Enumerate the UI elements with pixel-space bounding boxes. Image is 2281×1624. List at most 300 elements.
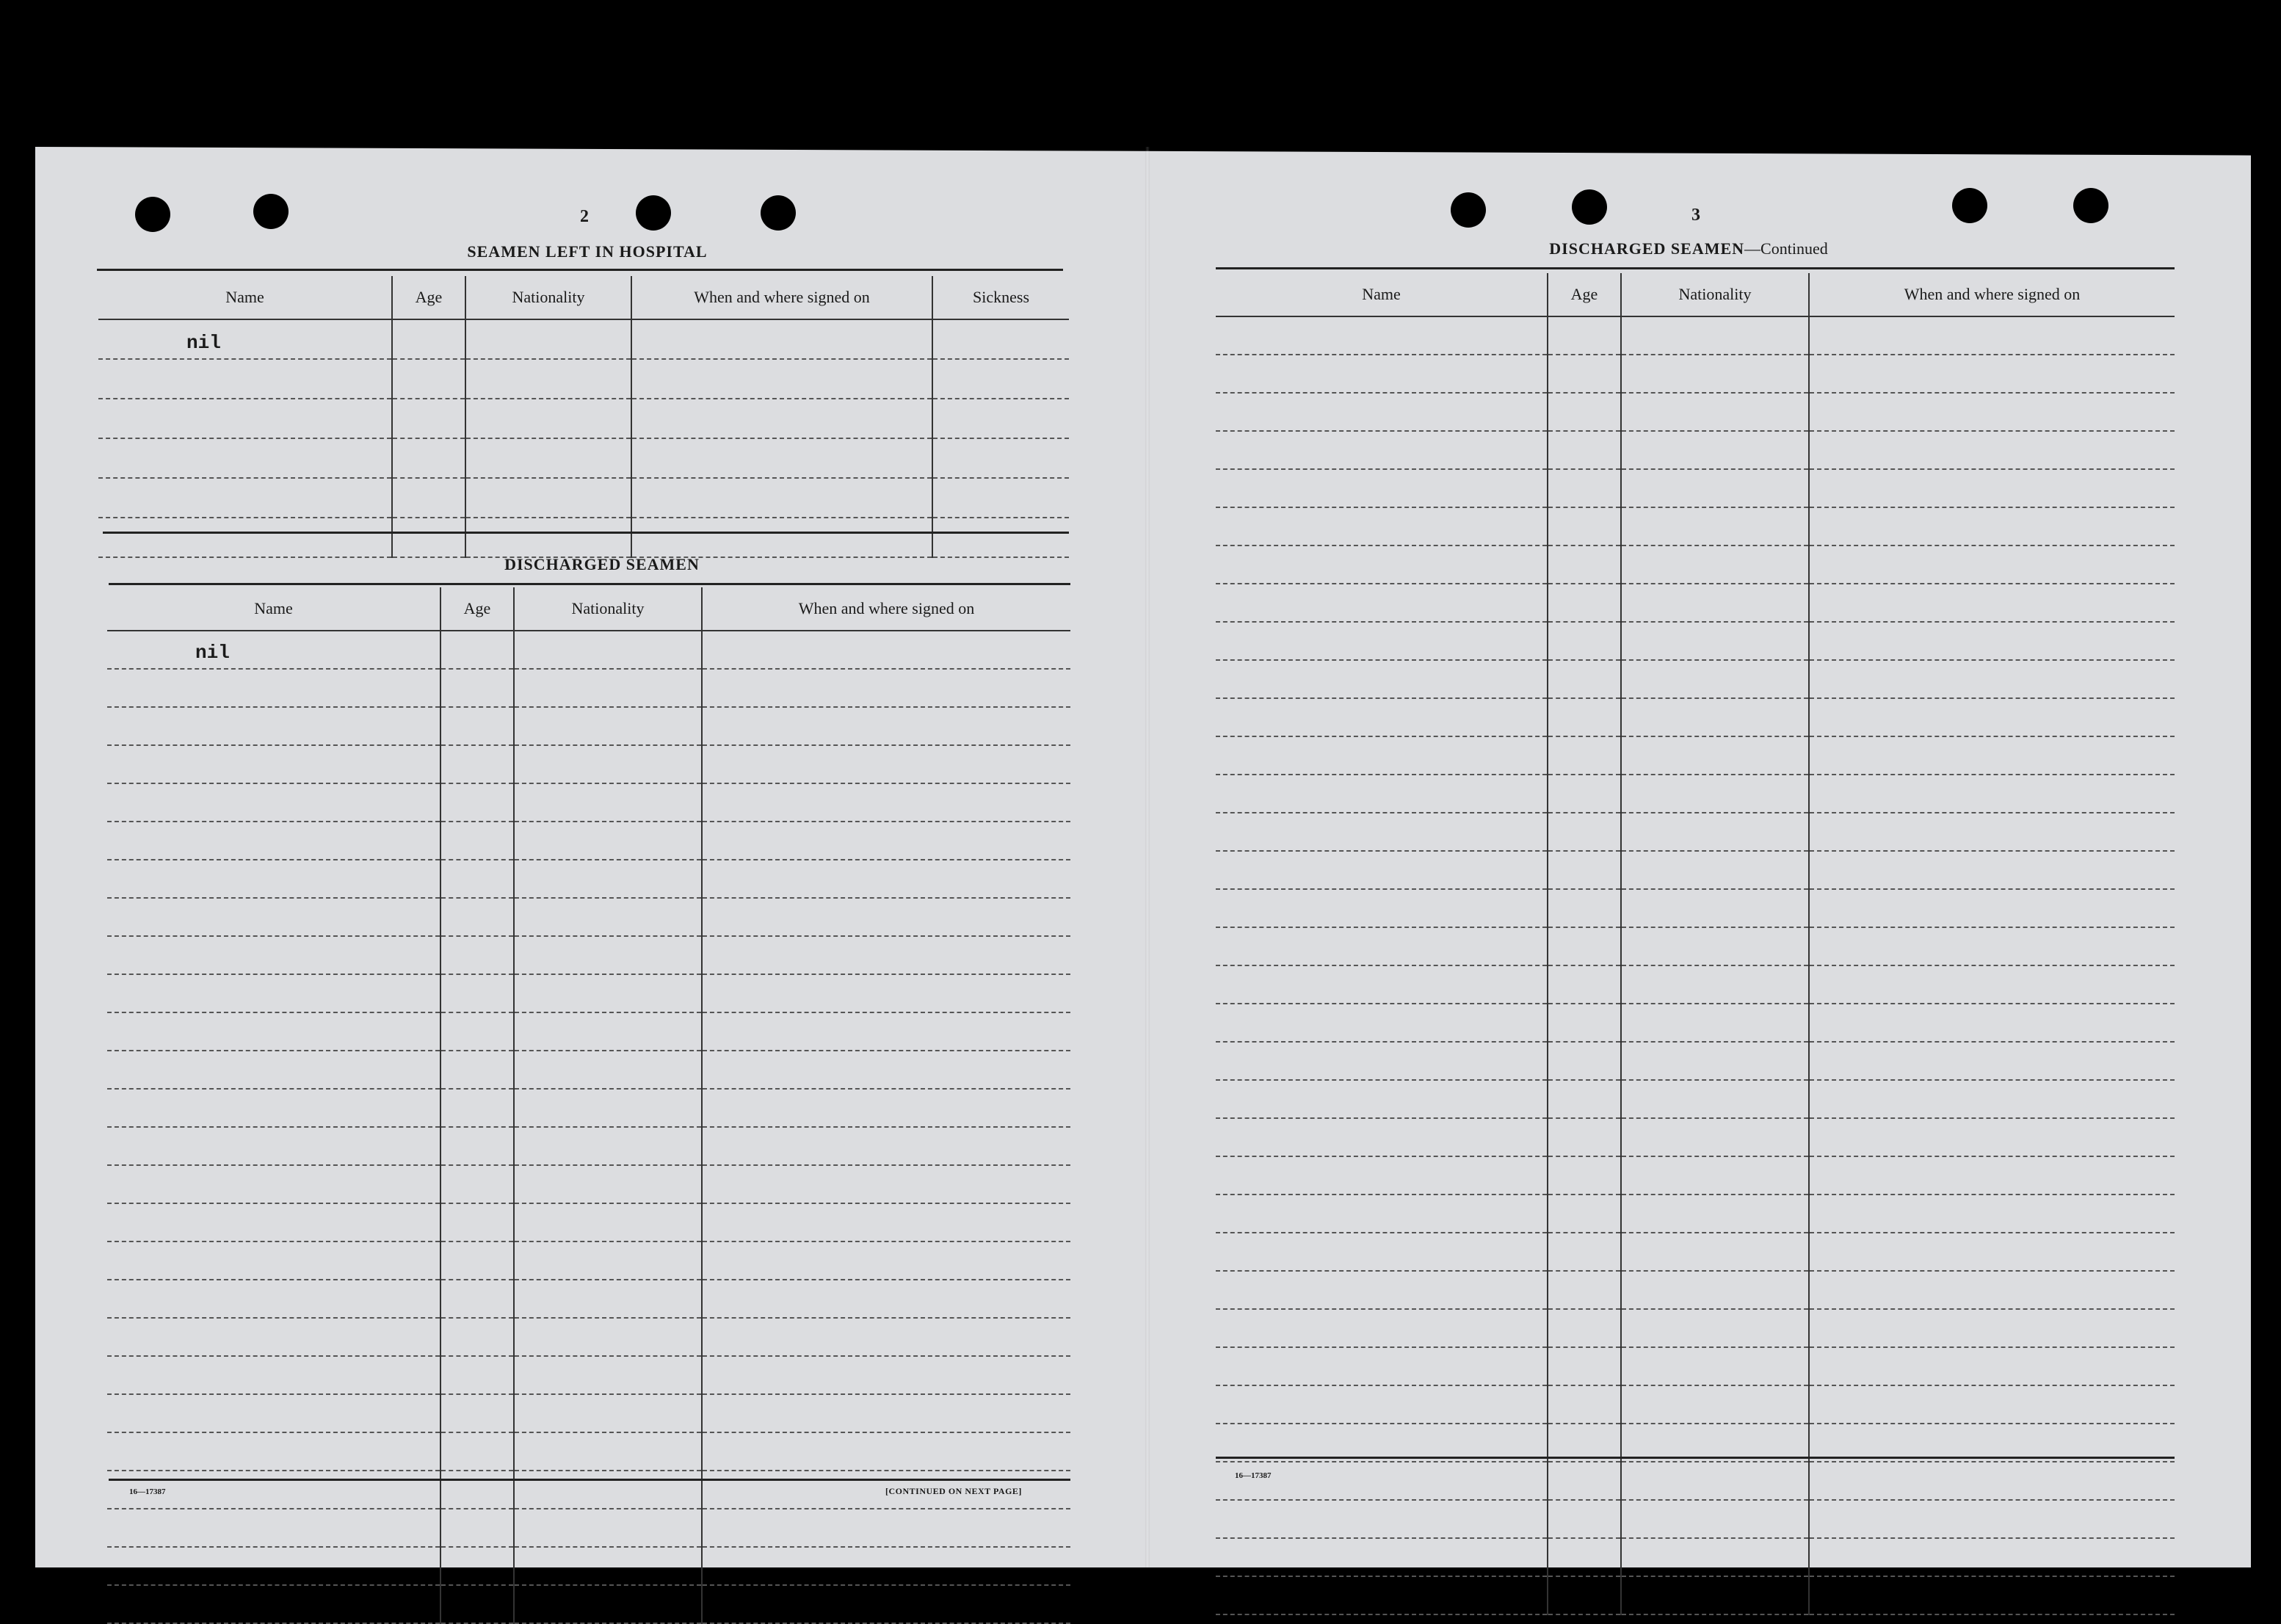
table-row bbox=[1216, 736, 2175, 775]
table-cell bbox=[392, 478, 465, 518]
table-cell bbox=[1809, 622, 2175, 660]
table-cell bbox=[1809, 431, 2175, 469]
table-cell bbox=[107, 1432, 440, 1471]
divider bbox=[1216, 267, 2175, 269]
table-cell bbox=[702, 631, 1070, 669]
table-cell bbox=[465, 399, 631, 438]
table-row bbox=[107, 1585, 1070, 1623]
table-cell bbox=[98, 478, 392, 518]
column-header-signed-on: When and where signed on bbox=[1809, 273, 2175, 316]
divider bbox=[103, 532, 1069, 534]
table-cell bbox=[1216, 1462, 1548, 1500]
table-cell bbox=[1621, 1156, 1809, 1195]
table-cell bbox=[440, 1127, 514, 1165]
table-cell bbox=[465, 319, 631, 359]
table-row bbox=[1216, 469, 2175, 507]
table-row bbox=[98, 319, 1069, 359]
table-row bbox=[98, 359, 1069, 399]
table-cell bbox=[1548, 507, 1621, 545]
table-cell bbox=[1621, 316, 1809, 355]
table-cell bbox=[702, 745, 1070, 783]
table-cell bbox=[514, 822, 702, 860]
table-row bbox=[98, 399, 1069, 438]
table-cell bbox=[514, 1051, 702, 1089]
table-cell bbox=[440, 1241, 514, 1280]
table-cell bbox=[392, 319, 465, 359]
table-row bbox=[1216, 1233, 2175, 1271]
table-header-row bbox=[107, 587, 1070, 631]
table-row bbox=[98, 438, 1069, 478]
table-cell bbox=[1621, 736, 1809, 775]
table-row bbox=[107, 1547, 1070, 1585]
table-cell bbox=[1621, 584, 1809, 622]
table-cell bbox=[107, 1127, 440, 1165]
table-row bbox=[1216, 813, 2175, 851]
table-cell bbox=[514, 745, 702, 783]
table-cell bbox=[702, 822, 1070, 860]
table-cell bbox=[1548, 736, 1621, 775]
column-header-nationality: Nationality bbox=[1621, 273, 1809, 316]
table-row bbox=[98, 518, 1069, 557]
table-cell bbox=[1216, 1500, 1548, 1538]
table-cell bbox=[1548, 1500, 1621, 1538]
table-cell bbox=[702, 669, 1070, 707]
table-cell bbox=[1809, 316, 2175, 355]
table-cell bbox=[514, 1471, 702, 1509]
table-row bbox=[107, 745, 1070, 783]
table-cell bbox=[702, 860, 1070, 898]
table-cell bbox=[1548, 965, 1621, 1004]
table-cell bbox=[1548, 851, 1621, 889]
table-cell bbox=[1621, 507, 1809, 545]
table-cell bbox=[702, 1585, 1070, 1623]
table-cell bbox=[1621, 1233, 1809, 1271]
table-cell bbox=[107, 745, 440, 783]
table-header-row bbox=[1216, 273, 2175, 316]
table-row bbox=[1216, 1271, 2175, 1309]
table-cell bbox=[440, 745, 514, 783]
table-row bbox=[1216, 1538, 2175, 1576]
table-cell bbox=[514, 898, 702, 936]
table-cell bbox=[1216, 1347, 1548, 1385]
table-cell bbox=[1621, 1576, 1809, 1614]
table-cell bbox=[1216, 1538, 1548, 1576]
table-cell bbox=[1548, 545, 1621, 584]
table-cell bbox=[1216, 1004, 1548, 1042]
table-cell bbox=[1548, 355, 1621, 393]
table-row bbox=[107, 631, 1070, 669]
table-cell bbox=[1621, 927, 1809, 965]
table-cell bbox=[702, 1127, 1070, 1165]
table-cell bbox=[514, 1509, 702, 1547]
table-row bbox=[1216, 1347, 2175, 1385]
table-cell bbox=[1809, 355, 2175, 393]
table-cell bbox=[1548, 431, 1621, 469]
table-cell bbox=[1621, 622, 1809, 660]
table-cell bbox=[1216, 393, 1548, 431]
table-row bbox=[1216, 1576, 2175, 1614]
table-cell bbox=[1621, 355, 1809, 393]
table-cell bbox=[1621, 1004, 1809, 1042]
table-cell bbox=[440, 974, 514, 1012]
punch-hole bbox=[1572, 189, 1607, 225]
table-cell bbox=[107, 1165, 440, 1203]
table-row bbox=[1216, 507, 2175, 545]
table-cell bbox=[440, 1547, 514, 1585]
table-cell bbox=[1548, 1385, 1621, 1424]
column-header-sickness: Sickness bbox=[932, 276, 1069, 319]
table-cell bbox=[107, 1012, 440, 1051]
divider bbox=[1216, 1457, 2175, 1459]
table-cell bbox=[440, 1203, 514, 1241]
table-row bbox=[1216, 1385, 2175, 1424]
table-cell bbox=[98, 359, 392, 399]
table-cell: nil bbox=[98, 319, 392, 359]
table-cell bbox=[98, 399, 392, 438]
table-row bbox=[1216, 1195, 2175, 1233]
table-cell bbox=[440, 1280, 514, 1318]
table-cell bbox=[1216, 1156, 1548, 1195]
column-header-age: Age bbox=[1548, 273, 1621, 316]
table-cell bbox=[702, 974, 1070, 1012]
table-cell bbox=[1216, 431, 1548, 469]
table-row bbox=[107, 1432, 1070, 1471]
table-cell bbox=[1809, 775, 2175, 813]
table-cell bbox=[1216, 851, 1548, 889]
table-cell bbox=[514, 936, 702, 974]
table-cell bbox=[1216, 469, 1548, 507]
table-cell bbox=[107, 1203, 440, 1241]
table-row bbox=[107, 783, 1070, 822]
table-row bbox=[1216, 660, 2175, 698]
table-row bbox=[107, 1127, 1070, 1165]
table-cell bbox=[514, 1394, 702, 1432]
page-number: 2 bbox=[580, 207, 589, 226]
punch-hole bbox=[135, 197, 170, 232]
table-row bbox=[107, 1089, 1070, 1127]
table-row bbox=[1216, 316, 2175, 355]
table-cell bbox=[107, 1356, 440, 1394]
table-cell bbox=[514, 1432, 702, 1471]
table-cell bbox=[1548, 622, 1621, 660]
table-cell bbox=[440, 631, 514, 669]
discharged-title-text: DISCHARGED SEAMEN bbox=[1549, 239, 1745, 258]
column-header-name: Name bbox=[1216, 273, 1548, 316]
table-cell bbox=[702, 1509, 1070, 1547]
table-cell bbox=[1216, 1271, 1548, 1309]
table-cell bbox=[1548, 1309, 1621, 1347]
table-row bbox=[1216, 545, 2175, 584]
table-cell bbox=[1809, 1118, 2175, 1156]
table-row bbox=[1216, 431, 2175, 469]
table-row bbox=[107, 898, 1070, 936]
table-cell bbox=[1621, 813, 1809, 851]
table-cell bbox=[514, 669, 702, 707]
table-row bbox=[1216, 851, 2175, 889]
table-cell bbox=[1216, 622, 1548, 660]
table-row bbox=[1216, 927, 2175, 965]
divider bbox=[109, 1479, 1070, 1481]
table-cell bbox=[1621, 393, 1809, 431]
form-code: 16—17387 bbox=[1235, 1471, 1272, 1480]
table-cell bbox=[1809, 1195, 2175, 1233]
table-cell bbox=[514, 1318, 702, 1356]
page-fold bbox=[1145, 147, 1150, 1567]
table-cell bbox=[1621, 965, 1809, 1004]
table-cell bbox=[1216, 775, 1548, 813]
table-cell bbox=[1548, 889, 1621, 927]
table-cell bbox=[440, 783, 514, 822]
table-cell bbox=[1621, 1080, 1809, 1118]
continued-note: [CONTINUED ON NEXT PAGE] bbox=[885, 1486, 1022, 1496]
table-cell bbox=[1216, 965, 1548, 1004]
table-row bbox=[107, 860, 1070, 898]
table-cell bbox=[1809, 1576, 2175, 1614]
table-cell bbox=[107, 1547, 440, 1585]
table-row bbox=[107, 1012, 1070, 1051]
table-cell bbox=[702, 1012, 1070, 1051]
table-cell bbox=[107, 669, 440, 707]
column-header-name: Name bbox=[98, 276, 392, 319]
table-row bbox=[1216, 1042, 2175, 1080]
table-cell bbox=[1621, 660, 1809, 698]
table-cell bbox=[1809, 1538, 2175, 1576]
table-row bbox=[107, 1394, 1070, 1432]
table-row bbox=[107, 936, 1070, 974]
table-cell bbox=[1548, 1462, 1621, 1500]
table-row bbox=[107, 1165, 1070, 1203]
table-cell bbox=[702, 898, 1070, 936]
table-cell bbox=[1809, 927, 2175, 965]
table-cell bbox=[1548, 775, 1621, 813]
hospital-section-title: SEAMEN LEFT IN HOSPITAL bbox=[467, 242, 708, 261]
table-cell bbox=[1216, 660, 1548, 698]
table-cell bbox=[440, 822, 514, 860]
table-row bbox=[1216, 355, 2175, 393]
table-cell bbox=[392, 399, 465, 438]
table-cell bbox=[1621, 469, 1809, 507]
table-cell bbox=[465, 518, 631, 557]
table-row bbox=[1216, 889, 2175, 927]
table-cell bbox=[1809, 698, 2175, 736]
column-header-signed-on: When and where signed on bbox=[631, 276, 932, 319]
table-cell bbox=[1216, 1118, 1548, 1156]
table-cell bbox=[440, 1432, 514, 1471]
table-cell bbox=[1548, 1156, 1621, 1195]
table-cell bbox=[1216, 889, 1548, 927]
table-cell bbox=[702, 1165, 1070, 1203]
table-row bbox=[107, 1318, 1070, 1356]
table-cell bbox=[107, 1051, 440, 1089]
table-cell bbox=[1548, 584, 1621, 622]
table-cell bbox=[514, 1127, 702, 1165]
table-cell bbox=[1809, 1042, 2175, 1080]
table-cell bbox=[631, 319, 932, 359]
table-cell bbox=[1548, 698, 1621, 736]
table-cell bbox=[107, 783, 440, 822]
table-cell bbox=[1548, 1233, 1621, 1271]
table-cell bbox=[702, 1241, 1070, 1280]
table-cell bbox=[392, 438, 465, 478]
table-cell bbox=[1621, 851, 1809, 889]
table-cell bbox=[514, 860, 702, 898]
table-cell bbox=[932, 359, 1069, 399]
table-cell bbox=[107, 1585, 440, 1623]
table-row bbox=[1216, 1156, 2175, 1195]
table-cell bbox=[440, 1394, 514, 1432]
table-cell bbox=[514, 631, 702, 669]
table-cell bbox=[1621, 1347, 1809, 1385]
table-cell bbox=[932, 478, 1069, 518]
table-cell bbox=[702, 936, 1070, 974]
table-row bbox=[1216, 393, 2175, 431]
table-cell: nil bbox=[107, 631, 440, 669]
table-cell bbox=[1216, 355, 1548, 393]
table-cell bbox=[932, 518, 1069, 557]
column-header-name: Name bbox=[107, 587, 440, 631]
table-cell bbox=[1216, 1195, 1548, 1233]
table-cell bbox=[514, 707, 702, 745]
table-cell bbox=[1548, 1080, 1621, 1118]
table-row bbox=[1216, 1080, 2175, 1118]
table-cell bbox=[1216, 545, 1548, 584]
hospital-table bbox=[98, 276, 1069, 558]
table-cell bbox=[1621, 1462, 1809, 1500]
discharged-section-title: DISCHARGED SEAMEN bbox=[504, 555, 700, 573]
table-header-row bbox=[98, 276, 1069, 319]
table-row bbox=[1216, 965, 2175, 1004]
table-cell bbox=[440, 1318, 514, 1356]
table-cell bbox=[440, 1051, 514, 1089]
table-cell bbox=[702, 1547, 1070, 1585]
table-cell bbox=[440, 898, 514, 936]
table-cell bbox=[440, 1089, 514, 1127]
table-row bbox=[1216, 584, 2175, 622]
table-cell bbox=[1621, 1271, 1809, 1309]
table-cell bbox=[465, 359, 631, 399]
table-cell bbox=[514, 1203, 702, 1241]
table-cell bbox=[702, 1432, 1070, 1471]
table-cell bbox=[514, 1241, 702, 1280]
table-cell bbox=[1809, 965, 2175, 1004]
discharged-continued-title bbox=[1534, 239, 1843, 258]
table-row bbox=[107, 1051, 1070, 1089]
table-cell bbox=[1809, 1271, 2175, 1309]
table-cell bbox=[107, 860, 440, 898]
table-row bbox=[107, 1356, 1070, 1394]
table-cell bbox=[1548, 813, 1621, 851]
table-cell bbox=[1548, 1538, 1621, 1576]
table-cell bbox=[1809, 1462, 2175, 1500]
table-cell bbox=[1621, 775, 1809, 813]
table-cell bbox=[1548, 469, 1621, 507]
table-cell bbox=[1548, 316, 1621, 355]
table-cell bbox=[440, 707, 514, 745]
table-cell bbox=[1548, 1118, 1621, 1156]
table-cell bbox=[1216, 1385, 1548, 1424]
table-row bbox=[1216, 1462, 2175, 1500]
table-cell bbox=[1809, 584, 2175, 622]
table-cell bbox=[465, 478, 631, 518]
table-cell bbox=[1216, 1309, 1548, 1347]
table-cell bbox=[1548, 1271, 1621, 1309]
table-cell bbox=[1809, 1004, 2175, 1042]
table-cell bbox=[1621, 1538, 1809, 1576]
table-cell bbox=[1216, 1042, 1548, 1080]
table-cell bbox=[1548, 1195, 1621, 1233]
table-cell bbox=[702, 1203, 1070, 1241]
table-row bbox=[107, 974, 1070, 1012]
table-cell bbox=[440, 1471, 514, 1509]
table-cell bbox=[392, 518, 465, 557]
table-row bbox=[98, 478, 1069, 518]
table-cell bbox=[514, 1012, 702, 1051]
form-code: 16—17387 bbox=[129, 1487, 166, 1496]
table-cell bbox=[107, 1089, 440, 1127]
table-cell bbox=[1216, 1080, 1548, 1118]
table-cell bbox=[932, 319, 1069, 359]
table-cell bbox=[514, 1280, 702, 1318]
table-row bbox=[1216, 698, 2175, 736]
discharged-table bbox=[107, 587, 1070, 1624]
table-cell bbox=[440, 669, 514, 707]
table-row bbox=[1216, 1500, 2175, 1538]
table-cell bbox=[631, 518, 932, 557]
table-cell bbox=[1621, 1195, 1809, 1233]
table-cell bbox=[440, 860, 514, 898]
table-cell bbox=[1621, 698, 1809, 736]
discharged-continued-table bbox=[1216, 273, 2175, 1615]
table-cell bbox=[440, 1585, 514, 1623]
table-cell bbox=[1809, 736, 2175, 775]
table-cell bbox=[1809, 545, 2175, 584]
table-cell bbox=[107, 1241, 440, 1280]
punch-hole bbox=[253, 194, 289, 229]
table-cell bbox=[1548, 1042, 1621, 1080]
table-row bbox=[107, 1509, 1070, 1547]
table-cell bbox=[1216, 1233, 1548, 1271]
table-cell bbox=[1216, 507, 1548, 545]
table-cell bbox=[1548, 393, 1621, 431]
table-cell bbox=[107, 974, 440, 1012]
table-cell bbox=[1809, 1156, 2175, 1195]
column-header-nationality: Nationality bbox=[465, 276, 631, 319]
table-cell bbox=[631, 438, 932, 478]
table-cell bbox=[631, 359, 932, 399]
table-row bbox=[1216, 1118, 2175, 1156]
divider bbox=[109, 583, 1070, 585]
table-cell bbox=[514, 1547, 702, 1585]
table-row bbox=[107, 669, 1070, 707]
table-cell bbox=[1216, 584, 1548, 622]
table-cell bbox=[702, 1051, 1070, 1089]
table-cell bbox=[1548, 1347, 1621, 1385]
table-cell bbox=[702, 1318, 1070, 1356]
table-cell bbox=[702, 707, 1070, 745]
table-cell bbox=[1548, 1576, 1621, 1614]
table-cell bbox=[514, 783, 702, 822]
table-cell bbox=[440, 1356, 514, 1394]
column-header-age: Age bbox=[440, 587, 514, 631]
table-cell bbox=[1809, 851, 2175, 889]
table-cell bbox=[107, 1280, 440, 1318]
table-cell bbox=[1621, 1118, 1809, 1156]
table-cell bbox=[631, 399, 932, 438]
table-cell bbox=[465, 438, 631, 478]
page-number: 3 bbox=[1691, 206, 1700, 225]
table-cell bbox=[98, 518, 392, 557]
continued-suffix: —Continued bbox=[1744, 239, 1828, 258]
